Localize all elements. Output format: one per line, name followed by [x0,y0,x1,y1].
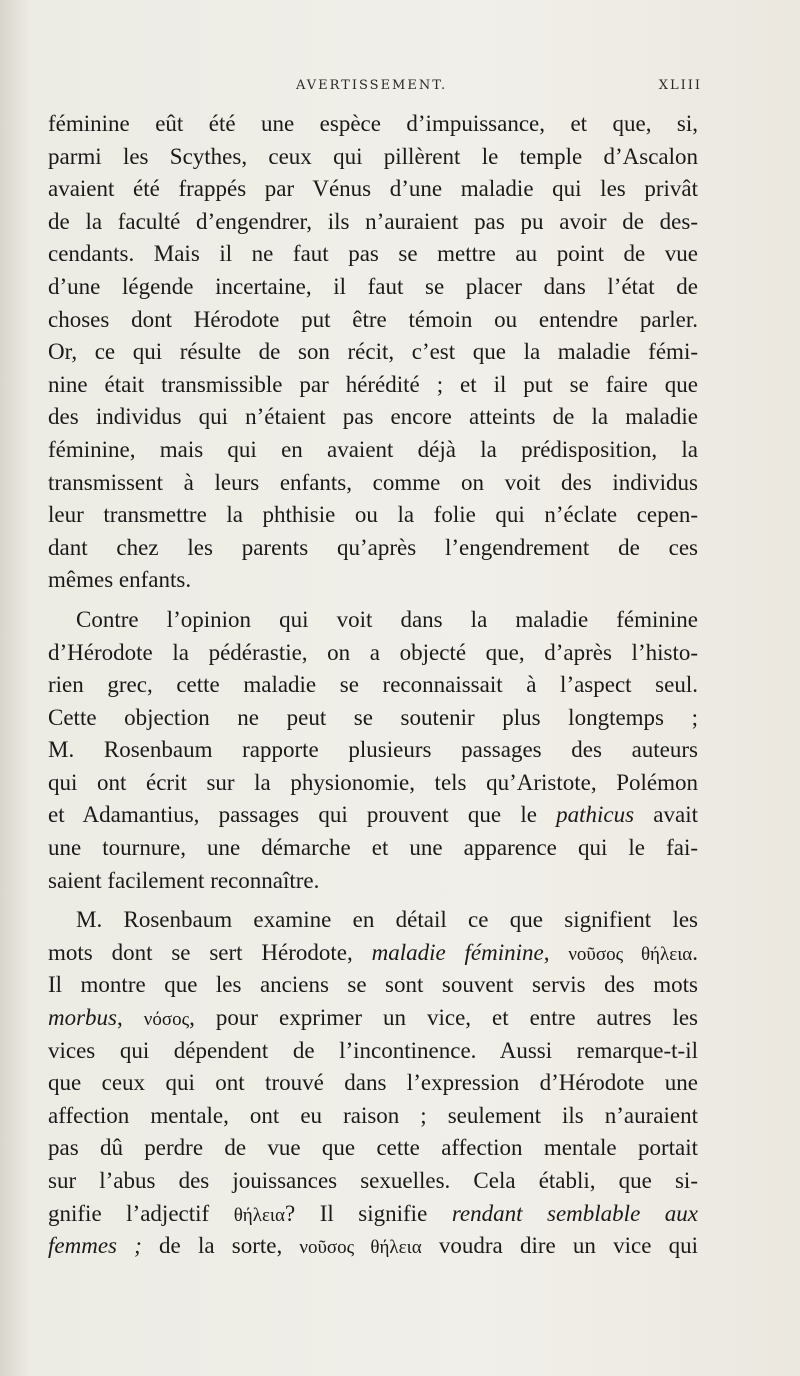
text-line: leur transmettre la phthisie ou la folie qui n’éclate cepen- [48,502,698,528]
text-line: et Adamantius, passages qui prouvent que le pathicus avait [48,802,698,828]
text-line: morbus, νόσος, pour exprimer un vice, et entre autres les [48,1005,698,1031]
text-line: sur l’abus des jouissances sexuelles. Cela établi, que si- [48,1168,698,1193]
text-line: affection mentale, ont eu raison ; seulement ils n’auraient [48,1102,698,1128]
text-line: Cette objection ne peut se soutenir plus longtemps ; [48,704,698,730]
text-line: Contre l’opinion qui voit dans la maladie féminine [76,606,698,632]
latin-term: pathicus [556,802,635,828]
text-line: pas dû perdre de vue que cette affection mentale portait [48,1135,698,1161]
italic-phrase: femmes ; [48,1233,142,1259]
text-line: qui ont écrit sur la physionomie, tels qu’Aristote, Polémon [48,769,698,795]
latin-term: morbus [48,1005,118,1031]
paragraph-2 [48,604,698,897]
greek-term: θήλεια [233,1204,285,1226]
text-line: de la faculté d’engendrer, ils n’auraient pas pu avoir de des- [48,208,698,234]
running-head-title: AVERTISSEMENT. [296,78,448,93]
italic-phrase: maladie féminine [371,939,544,965]
text-line: vices qui dépendent de l’incontinence. Aussi remarque-t-il [48,1037,698,1063]
text-line: mots dont se sert Hérodote, maladie féminine, νοῦσος θήλεια. [48,939,699,965]
text-line: une tournure, une démarche et une apparence qui le fai- [48,835,698,861]
text-line: que ceux qui ont trouvé dans l’expression d’Hérodote une [48,1070,698,1096]
page-number: XLIII [658,78,702,93]
running-head [48,78,700,100]
paragraph-1 [48,108,698,597]
text-line: Il montre que les anciens se sont souvent servis des mots [48,972,698,998]
greek-term: νόσος [143,1009,190,1031]
text-line: dant chez les parents qu’après l’engendrement de ces [48,534,698,560]
body-text [48,108,698,1263]
text-line: transmissent à leurs enfants, comme on voit des individus [48,469,698,495]
text-line: d’Hérodote la pédérastie, on a objecté que, d’après l’histo- [48,639,698,665]
text-line: saient facilement reconnaître. [48,867,320,893]
text-line: cendants. Mais il ne faut pas se mettre au point de vue [48,241,698,267]
italic-phrase: rendant semblable aux [451,1200,699,1226]
text-line: nine était transmissible par hérédité ; et il put se faire que [48,371,698,397]
paragraph-3 [48,904,698,1263]
text-line: choses dont Hérodote put être témoin ou entendre parler. [48,306,698,332]
text-line: parmi les Scythes, ceux qui pillèrent le temple d’Ascalon [48,143,698,169]
text-line: féminine eût été une espèce d’impuissance, et que, si, [48,111,698,136]
text-line: féminine, mais qui en avaient déjà la prédisposition, la [48,436,698,462]
text-line: gnifie l’adjectif θήλεια? Il signifie rendant semblable aux [48,1200,699,1226]
text-line: avaient été frappés par Vénus d’une maladie qui les privât [48,176,698,202]
text-line: d’une légende incertaine, il faut se placer dans l’état de [48,273,698,299]
text-line: des individus qui n’étaient pas encore atteints de la maladie [48,404,698,430]
text-line: M. Rosenbaum rapporte plusieurs passages des auteurs [48,737,698,763]
text-line: mêmes enfants. [48,567,192,593]
text-line: femmes ; de la sorte, νοῦσος θήλεια voudra dire un vice qui [48,1233,699,1259]
text-line: Or, ce qui résulte de son récit, c’est que la maladie fémi- [48,339,698,365]
text-line: rien grec, cette maladie se reconnaissait à l’aspect seul. [48,672,698,698]
text-line: M. Rosenbaum examine en détail ce que signifient les [76,907,698,933]
greek-term: νοῦσος θήλεια [299,1237,422,1259]
greek-term: νοῦσος θήλεια [568,943,693,965]
